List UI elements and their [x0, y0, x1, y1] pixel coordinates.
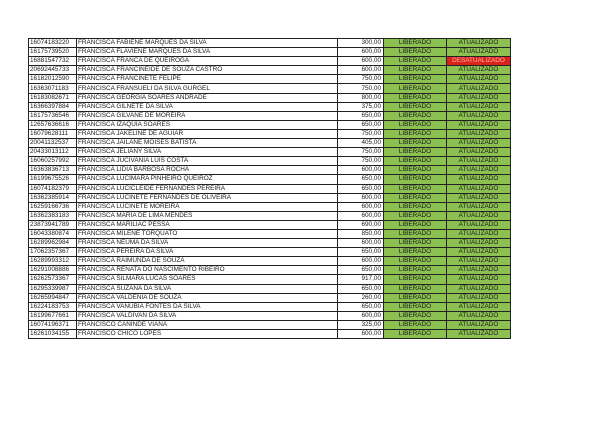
- update-status-badge: ATUALIZADO: [447, 148, 511, 157]
- nis-cell: 16881547732: [29, 57, 77, 66]
- table-row: [29, 184, 511, 193]
- name-cell: FRANCISCA LUCINETE MOREIRA: [77, 202, 338, 211]
- table-row: [29, 320, 511, 329]
- table-row: [29, 248, 511, 257]
- value-cell: 600,00: [338, 257, 384, 266]
- name-cell: FRANCISCO CANINDE VIANA: [77, 320, 338, 329]
- update-status-badge: ATUALIZADO: [447, 111, 511, 120]
- table-row: [29, 102, 511, 111]
- table-row: [29, 229, 511, 238]
- table-row: [29, 211, 511, 220]
- nis-cell: 17062357367: [29, 248, 77, 257]
- value-cell: 650,00: [338, 120, 384, 129]
- table-row: [29, 175, 511, 184]
- value-cell: 260,00: [338, 293, 384, 302]
- update-status-badge: ATUALIZADO: [447, 302, 511, 311]
- update-status-badge: ATUALIZADO: [447, 202, 511, 211]
- status-badge: LIBERADO: [384, 330, 447, 339]
- status-badge: LIBERADO: [384, 93, 447, 102]
- value-cell: 750,00: [338, 129, 384, 138]
- status-badge: LIBERADO: [384, 248, 447, 257]
- nis-cell: 16182012590: [29, 75, 77, 84]
- name-cell: FRANCISCO CHICO LOPES: [77, 330, 338, 339]
- update-status-badge: ATUALIZADO: [447, 211, 511, 220]
- update-status-badge: ATUALIZADO: [447, 239, 511, 248]
- status-badge: LIBERADO: [384, 202, 447, 211]
- name-cell: FRANCISCA JAILANE MOISES BATISTA: [77, 139, 338, 148]
- nis-cell: 16261034155: [29, 330, 77, 339]
- update-status-badge: ATUALIZADO: [447, 284, 511, 293]
- nis-cell: 20692445733: [29, 66, 77, 75]
- nis-cell: 16199677661: [29, 311, 77, 320]
- status-badge: LIBERADO: [384, 111, 447, 120]
- name-cell: FRANCISCA SILMARA LUCAS SOARES: [77, 275, 338, 284]
- value-cell: 600,00: [338, 202, 384, 211]
- update-status-badge: ATUALIZADO: [447, 193, 511, 202]
- nis-cell: 16043380874: [29, 229, 77, 238]
- table-row: [29, 129, 511, 138]
- name-cell: FRANCISCA FLAVIENE MARQUES DA SILVA: [77, 48, 338, 57]
- value-cell: 917,00: [338, 275, 384, 284]
- update-status-badge: ATUALIZADO: [447, 220, 511, 229]
- nis-cell: 16199675526: [29, 175, 77, 184]
- update-status-badge: ATUALIZADO: [447, 175, 511, 184]
- table-row: [29, 39, 511, 48]
- status-badge: LIBERADO: [384, 257, 447, 266]
- nis-cell: 16363836713: [29, 166, 77, 175]
- update-status-badge: ATUALIZADO: [447, 48, 511, 57]
- status-badge: LIBERADO: [384, 102, 447, 111]
- update-status-badge: ATUALIZADO: [447, 93, 511, 102]
- nis-cell: 16366397884: [29, 102, 77, 111]
- name-cell: FRANCISCA LUCICLEIDE FERNANDES PEREIRA: [77, 184, 338, 193]
- table-row: [29, 84, 511, 93]
- nis-cell: 16362383183: [29, 211, 77, 220]
- value-cell: 650,00: [338, 302, 384, 311]
- table-row: [29, 284, 511, 293]
- value-cell: 600,00: [338, 330, 384, 339]
- value-cell: 650,00: [338, 111, 384, 120]
- status-badge: LIBERADO: [384, 129, 447, 138]
- name-cell: FRANCISCA JAKELINE DE AGUIAR: [77, 129, 338, 138]
- nis-cell: 16060257992: [29, 157, 77, 166]
- status-badge: LIBERADO: [384, 184, 447, 193]
- name-cell: FRANCISCA IZAQUIA SOARES: [77, 120, 338, 129]
- name-cell: FRANCISCA GILNETE DA SILVA: [77, 102, 338, 111]
- value-cell: 600,00: [338, 239, 384, 248]
- nis-cell: 20041132537: [29, 139, 77, 148]
- value-cell: 600,00: [338, 166, 384, 175]
- name-cell: FRANCISCA LIDIA BARBOSA ROCHA: [77, 166, 338, 175]
- nis-cell: 16074183220: [29, 39, 77, 48]
- name-cell: FRANCISCA RAIMUNDA DE SOUZA: [77, 257, 338, 266]
- table-row: [29, 157, 511, 166]
- value-cell: 750,00: [338, 157, 384, 166]
- status-badge: LIBERADO: [384, 193, 447, 202]
- value-cell: 800,00: [338, 93, 384, 102]
- update-status-badge: ATUALIZADO: [447, 66, 511, 75]
- update-status-badge: ATUALIZADO: [447, 139, 511, 148]
- nis-cell: 12657636616: [29, 120, 77, 129]
- name-cell: FRANCISCA MILENE TORQUATO: [77, 229, 338, 238]
- update-status-badge: ATUALIZADO: [447, 248, 511, 257]
- status-badge: LIBERADO: [384, 275, 447, 284]
- value-cell: 375,00: [338, 102, 384, 111]
- update-status-badge: ATUALIZADO: [447, 229, 511, 238]
- name-cell: FRANCISCA NEUMA DA SILVA: [77, 239, 338, 248]
- name-cell: FRANCISCA RENATA DO NASCIMENTO RIBEIRO: [77, 266, 338, 275]
- value-cell: 850,00: [338, 229, 384, 238]
- name-cell: FRANCISCA FRANCINEIDE DE SOUZA CASTRO: [77, 66, 338, 75]
- table-row: [29, 266, 511, 275]
- status-badge: LIBERADO: [384, 220, 447, 229]
- table-row: [29, 166, 511, 175]
- name-cell: FRANCISCA FRANCINETE FELIPE: [77, 75, 338, 84]
- nis-cell: 16295339987: [29, 284, 77, 293]
- name-cell: FRANCISCA FRANCA DE QUEIROGA: [77, 57, 338, 66]
- status-badge: LIBERADO: [384, 311, 447, 320]
- status-badge: LIBERADO: [384, 139, 447, 148]
- name-cell: FRANCISCA FRANSUELI DA SILVA GURGEL: [77, 84, 338, 93]
- update-status-badge: ATUALIZADO: [447, 166, 511, 175]
- table-row: [29, 57, 511, 66]
- update-status-badge: ATUALIZADO: [447, 157, 511, 166]
- nis-cell: 16175739520: [29, 48, 77, 57]
- status-badge: LIBERADO: [384, 166, 447, 175]
- name-cell: FRANCISCA VANUBIA FONTES DA SILVA: [77, 302, 338, 311]
- table-row: [29, 275, 511, 284]
- status-badge: LIBERADO: [384, 293, 447, 302]
- nis-cell: 23873941789: [29, 220, 77, 229]
- value-cell: 300,00: [338, 39, 384, 48]
- name-cell: FRANCISCA JUCIVANIA LUIS COSTA: [77, 157, 338, 166]
- name-cell: FRANCISCA JELIANY SILVA: [77, 148, 338, 157]
- nis-cell: 16259166736: [29, 202, 77, 211]
- name-cell: FRANCISCA FABIENE MARQUES DA SILVA: [77, 39, 338, 48]
- status-badge: LIBERADO: [384, 211, 447, 220]
- status-badge: LIBERADO: [384, 266, 447, 275]
- status-badge: LIBERADO: [384, 120, 447, 129]
- update-status-badge: ATUALIZADO: [447, 84, 511, 93]
- nis-cell: 16175736546: [29, 111, 77, 120]
- name-cell: FRANCISCA PEREIRA DA SILVA: [77, 248, 338, 257]
- update-status-badge: ATUALIZADO: [447, 257, 511, 266]
- table-row: [29, 66, 511, 75]
- table-row: [29, 257, 511, 266]
- status-badge: LIBERADO: [384, 84, 447, 93]
- nis-cell: 16289993312: [29, 257, 77, 266]
- name-cell: FRANCISCA SUZANA DA SILVA: [77, 284, 338, 293]
- status-badge: LIBERADO: [384, 157, 447, 166]
- value-cell: 650,00: [338, 248, 384, 257]
- nis-cell: 16291008886: [29, 266, 77, 275]
- table-row: [29, 220, 511, 229]
- name-cell: FRANCISCA VALDENIA DE SOUZA: [77, 293, 338, 302]
- name-cell: FRANCISCA MARILIAC PESSA: [77, 220, 338, 229]
- name-cell: FRANCISCA LUCIMARA PINHEIRO QUEIROZ: [77, 175, 338, 184]
- table-row: [29, 139, 511, 148]
- status-badge: LIBERADO: [384, 48, 447, 57]
- nis-cell: 16079628111: [29, 129, 77, 138]
- status-badge: LIBERADO: [384, 57, 447, 66]
- name-cell: FRANCISCA GEORGIA SOARES ANDRADE: [77, 93, 338, 102]
- name-cell: FRANCISCA MARIA DE LIMA MENDES: [77, 211, 338, 220]
- value-cell: 600,00: [338, 66, 384, 75]
- table-row: [29, 239, 511, 248]
- table-row: [29, 330, 511, 339]
- status-badge: LIBERADO: [384, 66, 447, 75]
- name-cell: FRANCISCA GILVANE DE MOREIRA: [77, 111, 338, 120]
- table-row: [29, 311, 511, 320]
- update-status-badge: ATUALIZADO: [447, 275, 511, 284]
- value-cell: 600,00: [338, 57, 384, 66]
- table-row: [29, 193, 511, 202]
- value-cell: 750,00: [338, 84, 384, 93]
- table-body: [29, 39, 511, 339]
- nis-cell: 16183082671: [29, 93, 77, 102]
- table-row: [29, 148, 511, 157]
- name-cell: FRANCISCA VALDIVAN DA SILVA: [77, 311, 338, 320]
- value-cell: 650,00: [338, 184, 384, 193]
- value-cell: 690,00: [338, 220, 384, 229]
- status-badge: LIBERADO: [384, 148, 447, 157]
- nis-cell: 16363071183: [29, 84, 77, 93]
- nis-cell: 20433013112: [29, 148, 77, 157]
- nis-cell: 16074196371: [29, 320, 77, 329]
- update-status-badge: ATUALIZADO: [447, 311, 511, 320]
- value-cell: 750,00: [338, 75, 384, 84]
- update-status-badge: ATUALIZADO: [447, 184, 511, 193]
- table-row: [29, 202, 511, 211]
- value-cell: 405,00: [338, 139, 384, 148]
- value-cell: 325,00: [338, 320, 384, 329]
- name-cell: FRANCISCA LUCINETE FERNANDES DE OLIVEIRA: [77, 193, 338, 202]
- status-badge: LIBERADO: [384, 175, 447, 184]
- status-badge: LIBERADO: [384, 320, 447, 329]
- nis-cell: 16289962984: [29, 239, 77, 248]
- nis-cell: 16074182379: [29, 184, 77, 193]
- value-cell: 600,00: [338, 193, 384, 202]
- update-status-badge: ATUALIZADO: [447, 102, 511, 111]
- nis-cell: 16224183753: [29, 302, 77, 311]
- status-badge: LIBERADO: [384, 39, 447, 48]
- value-cell: 600,00: [338, 48, 384, 57]
- value-cell: 600,00: [338, 311, 384, 320]
- table-row: [29, 302, 511, 311]
- value-cell: 650,00: [338, 266, 384, 275]
- update-status-badge: ATUALIZADO: [447, 120, 511, 129]
- table-row: [29, 75, 511, 84]
- beneficiary-table: [28, 38, 511, 339]
- update-status-badge: ATUALIZADO: [447, 320, 511, 329]
- update-status-badge: ATUALIZADO: [447, 293, 511, 302]
- nis-cell: 16262573367: [29, 275, 77, 284]
- table-row: [29, 293, 511, 302]
- table-row: [29, 120, 511, 129]
- nis-cell: 16362385914: [29, 193, 77, 202]
- value-cell: 650,00: [338, 284, 384, 293]
- update-status-badge: ATUALIZADO: [447, 129, 511, 138]
- value-cell: 600,00: [338, 211, 384, 220]
- table-row: [29, 48, 511, 57]
- update-status-badge: DESATUALIZADO: [447, 57, 511, 66]
- status-badge: LIBERADO: [384, 302, 447, 311]
- nis-cell: 16265994847: [29, 293, 77, 302]
- update-status-badge: ATUALIZADO: [447, 330, 511, 339]
- update-status-badge: ATUALIZADO: [447, 75, 511, 84]
- update-status-badge: ATUALIZADO: [447, 39, 511, 48]
- status-badge: LIBERADO: [384, 229, 447, 238]
- status-badge: LIBERADO: [384, 284, 447, 293]
- table-row: [29, 111, 511, 120]
- status-badge: LIBERADO: [384, 239, 447, 248]
- value-cell: 650,00: [338, 175, 384, 184]
- value-cell: 750,00: [338, 148, 384, 157]
- table-row: [29, 93, 511, 102]
- update-status-badge: ATUALIZADO: [447, 266, 511, 275]
- status-badge: LIBERADO: [384, 75, 447, 84]
